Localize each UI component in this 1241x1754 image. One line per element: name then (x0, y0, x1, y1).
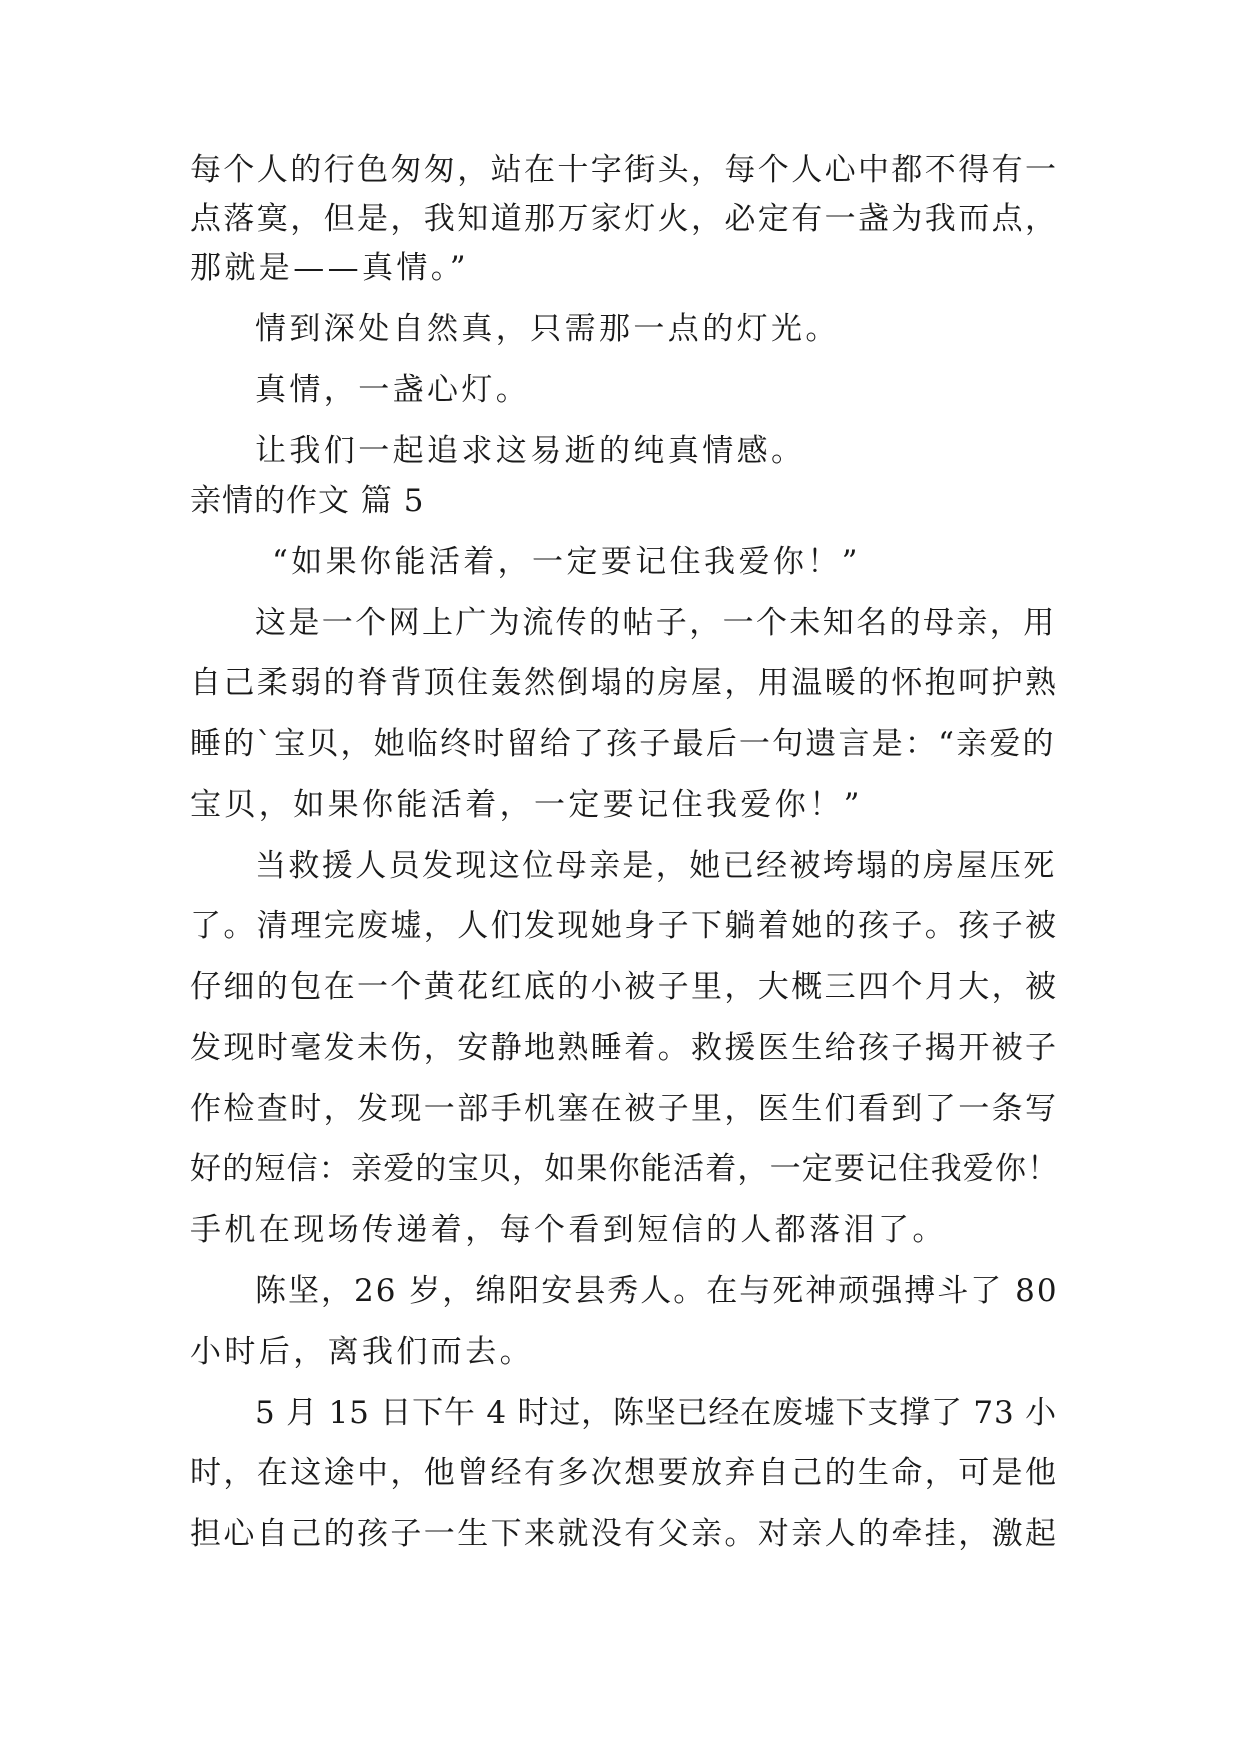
paragraph-line: 睡的`宝贝，她临终时留给了孩子最后一句遗言是：“亲爱的 (190, 726, 1056, 762)
paragraph-line: 仔细的包在一个黄花红底的小被子里，大概三四个月大，被 (190, 969, 1059, 1005)
paragraph-line: 手机在现场传递着，每个看到短信的人都落泪了。 (190, 1212, 947, 1248)
paragraph-line: 每个人的行色匆匆，站在十字街头，每个人心中都不得有一 (190, 152, 1059, 188)
section-heading: 亲情的作文 篇 5 (190, 483, 425, 519)
paragraph-line: 自己柔弱的脊背顶住轰然倒塌的房屋，用温暖的怀抱呵护熟 (190, 665, 1059, 701)
paragraph-line: 这是一个网上广为流传的帖子，一个未知名的母亲，用 (255, 605, 1057, 641)
paragraph-line: 那就是——真情。” (190, 250, 469, 286)
paragraph-line: 担心自己的孩子一生下来就没有父亲。对亲人的牵挂，激起 (190, 1516, 1059, 1552)
paragraph-line: 好的短信：亲爱的宝贝，如果你能活着，一定要记住我爱你！ (190, 1151, 1060, 1187)
paragraph-line: 真情，一盏心灯。 (255, 372, 531, 408)
paragraph-line: 小时后，离我们而去。 (190, 1334, 534, 1370)
paragraph-line: 让我们一起追求这易逝的纯真情感。 (255, 433, 806, 469)
paragraph-line: 当救援人员发现这位母亲是，她已经被垮塌的房屋压死 (255, 848, 1057, 884)
paragraph-line: 了。清理完废墟，人们发现她身子下躺着她的孩子。孩子被 (190, 908, 1059, 944)
paragraph-line: 作检查时，发现一部手机塞在被子里，医生们看到了一条写 (190, 1091, 1059, 1127)
paragraph-line: 点落寞，但是，我知道那万家灯火，必定有一盏为我而点， (190, 201, 1059, 237)
paragraph-line: 宝贝，如果你能活着，一定要记住我爱你！” (190, 787, 863, 823)
paragraph-line: “如果你能活着，一定要记住我爱你！” (272, 544, 861, 580)
paragraph-line: 发现时毫发未伤，安静地熟睡着。救援医生给孩子揭开被子 (190, 1030, 1059, 1066)
paragraph-line: 陈坚，26 岁，绵阳安县秀人。在与死神顽强搏斗了 80 (255, 1273, 1059, 1309)
paragraph-line: 时，在这途中，他曾经有多次想要放弃自己的生命，可是他 (190, 1455, 1059, 1491)
paragraph-line: 5 月 15 日下午 4 时过，陈坚已经在废墟下支撑了 73 小 (255, 1395, 1057, 1431)
paragraph-line: 情到深处自然真，只需那一点的灯光。 (255, 311, 840, 347)
